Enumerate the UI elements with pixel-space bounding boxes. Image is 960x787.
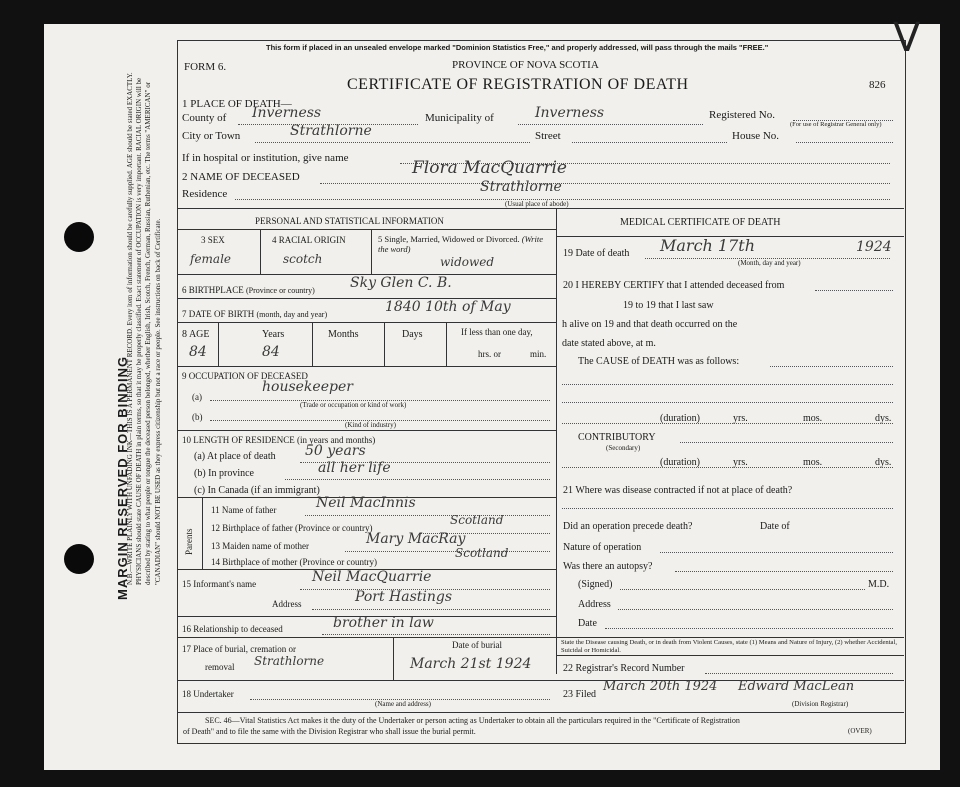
county-label: County of: [182, 112, 227, 124]
mother-label: 13 Maiden name of mother: [211, 541, 309, 551]
residence-label: Residence: [182, 188, 228, 200]
father-value: Neil MacInnis: [316, 495, 416, 511]
marital-label: 5 Single, Married, Widowed or Divorced. (Write the word): [378, 234, 543, 254]
filed-label: 23 Filed: [563, 689, 597, 700]
occupation-heading: 9 OCCUPATION OF DECEASED: [182, 371, 308, 381]
province-heading: PROVINCE OF NOVA SCOTIA: [452, 59, 599, 71]
registrar-record-label: 22 Registrar's Record Number: [563, 663, 685, 674]
burial-place-value: Strathlorne: [254, 654, 325, 668]
death-date-label: 19 Date of death: [563, 248, 630, 259]
birthplace-label: 6 BIRTHPLACE (Province or country): [182, 285, 315, 295]
certificate-title: CERTIFICATE OF REGISTRATION OF DEATH: [347, 76, 689, 93]
registrar-signature: Edward MacLean: [738, 679, 855, 694]
municipality-label: Municipality of: [425, 112, 494, 124]
mail-notice: This form if placed in an unsealed envelope marked "Dominion Statistics Free," and properly addressed, will pass through the mails "FREE.": [266, 43, 769, 52]
less-than-day-label: If less than one day,: [461, 327, 533, 337]
death-year-value: 1924: [856, 239, 892, 255]
days-label: Days: [402, 329, 423, 340]
yrs-label-2: yrs.: [733, 457, 748, 468]
occupation-a-label: (a): [192, 392, 202, 402]
industry-note: (Kind of industry): [345, 421, 396, 429]
mos-label: mos.: [803, 413, 823, 424]
in-canada-label: (c) In Canada (if an immigrant): [194, 485, 320, 496]
in-province-value: all her life: [318, 460, 391, 476]
binder-hole-bottom: [64, 544, 94, 574]
secondary-note: (Secondary): [606, 444, 641, 452]
contracted-label: 21 Where was disease contracted if not at place of death?: [563, 485, 793, 496]
relationship-value: brother in law: [333, 615, 434, 631]
registered-no-label: Registered No.: [709, 109, 775, 121]
years-label: Years: [262, 329, 285, 340]
mother-birthplace-label: 14 Birthplace of mother (Province or country): [211, 557, 377, 567]
certify-line-2: 19 to 19 that I last saw: [623, 300, 714, 311]
years-value: 84: [262, 344, 280, 360]
racial-label: 4 RACIAL ORIGIN: [272, 235, 346, 245]
father-birthplace-label: 12 Birthplace of father (Province or country): [211, 523, 373, 533]
city-value: Strathlorne: [290, 123, 372, 139]
division-registrar-note: (Division Registrar): [792, 700, 849, 708]
informant-label: 15 Informant's name: [182, 579, 257, 589]
binder-hole-top: [64, 222, 94, 252]
parents-label: Parents: [184, 528, 194, 555]
informant-address-label: Address: [272, 599, 302, 609]
filed-date-value: March 20th 1924: [603, 679, 718, 694]
certify-line-4: date stated above, at m.: [562, 338, 656, 349]
section-46-text-cont: of Death" and to file the same with the Division Registrar who shall issue the burial permit.: [183, 727, 476, 736]
death-date-note: (Month, day and year): [738, 259, 801, 267]
residence-value: Strathlorne: [480, 179, 562, 195]
margin-instructions: N.B.—WRITE PLAINLY WITH UNFADING INK—THIS IS A PERMANENT RECORD. Every item of information should be carefully supplied. AGE should be stated EXACTLY. PHYSICIANS should state CAUSE OF DEATH in plain terms, so that it may be properly classified. Exact statement of OCCUPATION is very important. RACIAL ORIGIN will be described by stating to what people or tongue the deceased person belonged, whether English, Irish, Scotch, French, German, Russian, Ruthenian, etc. The terms "AMERICAN" or "CANADIAN" should NOT BE USED as they express citizenship but not a race or people. See instructions on back of Certificate.: [126, 72, 162, 585]
marital-value: widowed: [440, 255, 495, 269]
violent-causes-note: State the Disease causing Death, or in death from Violent Causes, state (1) Means and Nature of Injury, (2) whether Accidental, Suicidal or Homicidal.: [561, 639, 897, 654]
duration-label: (duration): [660, 413, 700, 424]
personal-heading: PERSONAL AND STATISTICAL INFORMATION: [255, 216, 444, 226]
informant-value: Neil MacQuarrie: [312, 569, 432, 585]
hrs-label: hrs. or: [478, 349, 501, 359]
sex-label: 3 SEX: [201, 235, 225, 245]
cause-label: The CAUSE of DEATH was as follows:: [578, 356, 740, 367]
name-label: 2 NAME OF DECEASED: [182, 171, 300, 183]
duration-label-2: (duration): [660, 457, 700, 468]
undertaker-note: (Name and address): [375, 700, 431, 708]
racial-value: scotch: [283, 252, 323, 266]
burial-date-label: Date of burial: [452, 640, 502, 650]
months-label: Months: [328, 329, 359, 340]
hospital-label: If in hospital or institution, give name: [182, 152, 349, 164]
certificate-number: 826: [869, 79, 886, 91]
burial-place-label: 17 Place of burial, cremation or: [182, 644, 296, 654]
in-province-label: (b) In province: [194, 468, 254, 479]
house-no-label: House No.: [732, 130, 780, 142]
operation-label: Did an operation precede death?: [563, 521, 693, 532]
medical-address-label: Address: [578, 599, 611, 610]
over-label: (OVER): [848, 727, 872, 735]
dob-value: 1840 10th of May: [385, 299, 511, 315]
mother-birthplace-value: Scotland: [455, 546, 509, 560]
occupation-value: housekeeper: [262, 379, 353, 395]
registrar-general-note: (For use of Registrar General only): [790, 121, 882, 128]
occupation-note: (Trade or occupation or kind of work): [300, 401, 407, 409]
occupation-b-label: (b): [192, 412, 203, 422]
relationship-label: 16 Relationship to deceased: [182, 624, 283, 634]
residence-note: (Usual place of abode): [505, 200, 569, 208]
contributory-label: CONTRIBUTORY: [578, 432, 656, 443]
certify-line-3: h alive on 19 and that death occurred on the: [562, 319, 738, 330]
birthplace-value: Sky Glen C. B.: [350, 275, 452, 291]
operation-date-label: Date of: [760, 521, 790, 532]
signed-label: (Signed): [578, 579, 613, 590]
mos-label-2: mos.: [803, 457, 823, 468]
dys-label: dys.: [875, 413, 892, 424]
street-label: Street: [535, 130, 561, 142]
county-value: Inverness: [252, 105, 322, 121]
removal-label: removal: [205, 662, 235, 672]
form-number: FORM 6.: [184, 61, 227, 73]
dys-label-2: dys.: [875, 457, 892, 468]
informant-address-value: Port Hastings: [355, 589, 453, 605]
residence-length-heading: 10 LENGTH OF RESIDENCE (in years and months): [182, 435, 376, 445]
father-label: 11 Name of father: [211, 505, 277, 515]
municipality-value: Inverness: [535, 105, 605, 121]
medical-heading: MEDICAL CERTIFICATE OF DEATH: [620, 217, 781, 228]
age-label: 8 AGE: [182, 329, 210, 340]
burial-date-value: March 21st 1924: [410, 656, 532, 672]
yrs-label: yrs.: [733, 413, 748, 424]
dob-label: 7 DATE OF BIRTH (month, day and year): [182, 309, 328, 319]
autopsy-label: Was there an autopsy?: [563, 561, 653, 572]
deceased-name: Flora MacQuarrie: [412, 158, 567, 178]
age-value: 84: [189, 344, 207, 360]
section-46-text: SEC. 46—Vital Statistics Act makes it the duty of the Undertaker or person acting as Undertaker to obtain all the particulars required in the "Certificate of Registration: [205, 716, 740, 725]
md-label: M.D.: [868, 579, 890, 590]
mother-value: Mary MacRay: [366, 531, 466, 547]
city-label: City or Town: [182, 130, 241, 142]
binding-margin-label: MARGIN RESERVED FOR BINDING: [115, 355, 130, 600]
sex-value: female: [190, 252, 232, 266]
at-place-label: (a) At place of death: [194, 451, 276, 462]
undertaker-label: 18 Undertaker: [182, 689, 234, 699]
at-place-value: 50 years: [305, 443, 366, 459]
father-birthplace-value: Scotland: [450, 513, 504, 527]
place-heading: 1 PLACE OF DEATH—: [182, 98, 292, 110]
nature-label: Nature of operation: [563, 542, 642, 553]
certify-label: 20 I HEREBY CERTIFY that I attended deceased from: [563, 280, 785, 291]
check-mark: V: [893, 15, 921, 61]
min-label: min.: [530, 349, 547, 359]
death-date-value: March 17th: [660, 236, 756, 255]
medical-date-label: Date: [578, 618, 597, 629]
